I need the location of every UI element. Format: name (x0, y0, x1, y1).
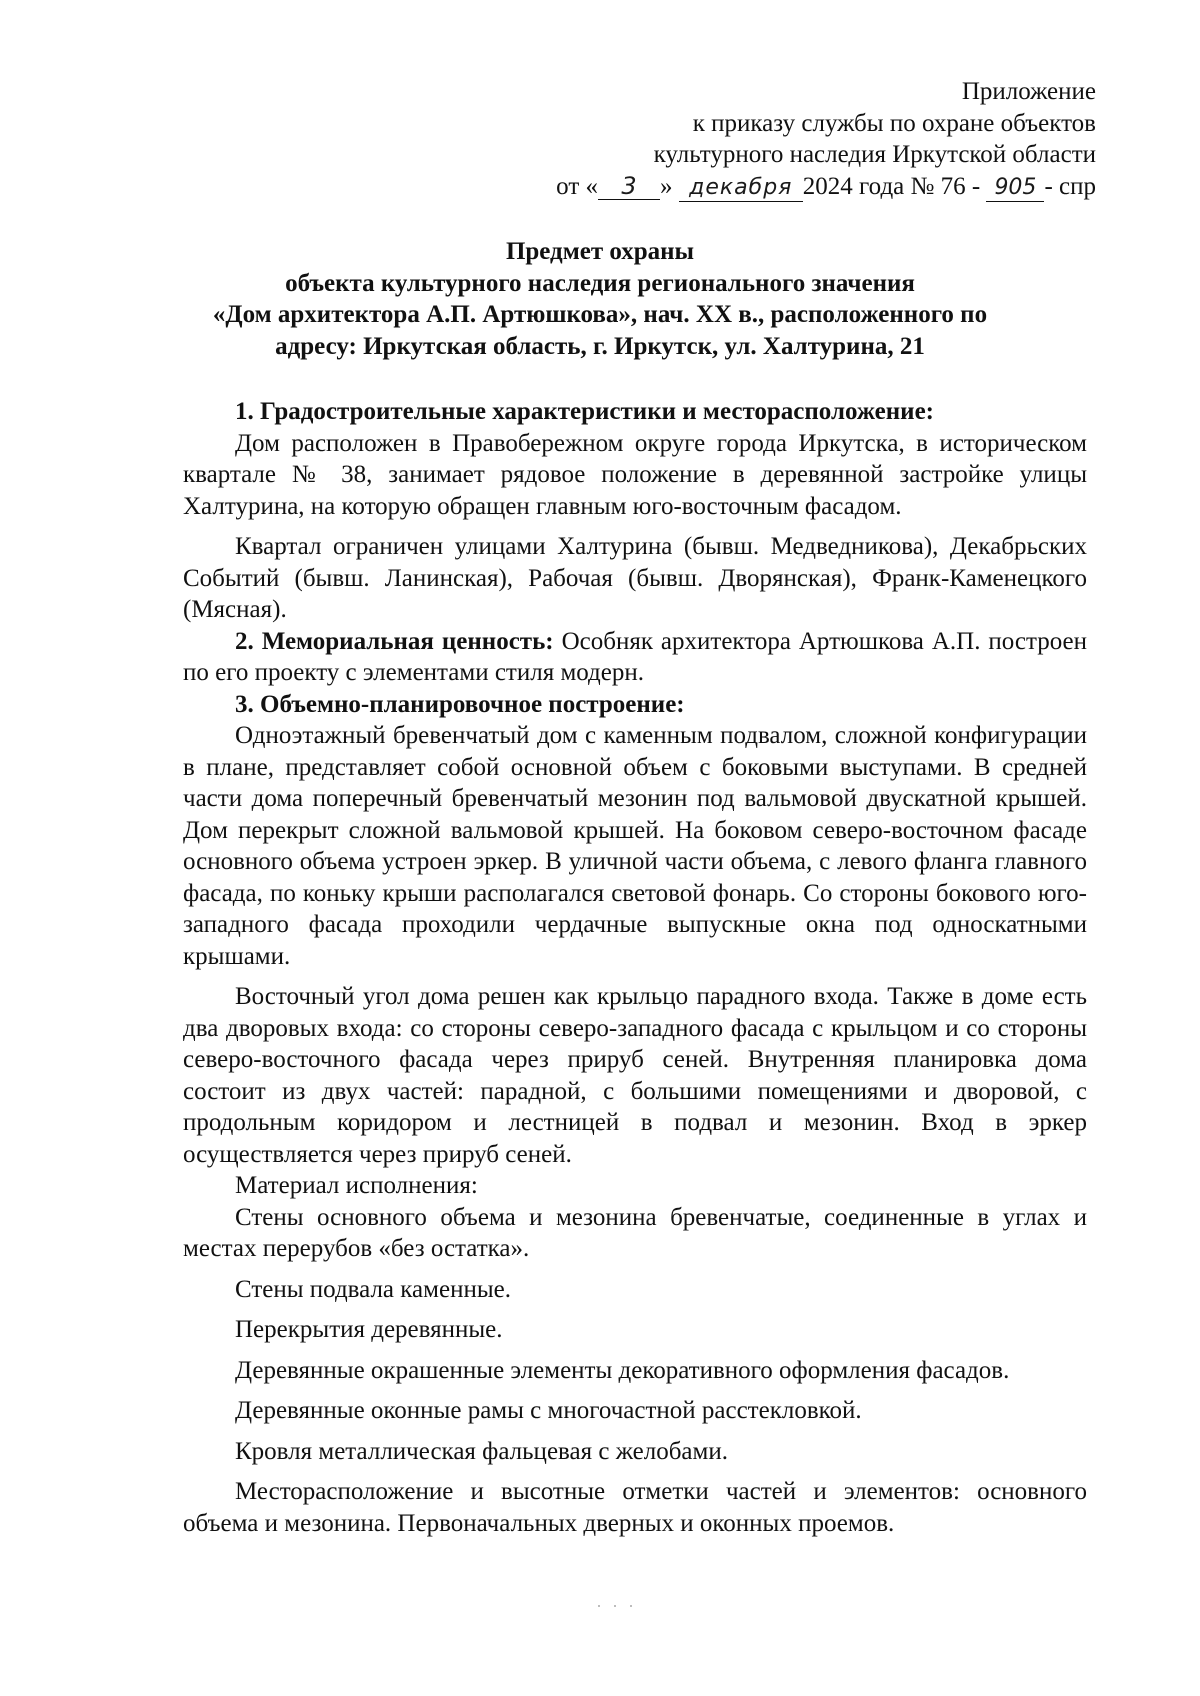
section-3-paragraph-2: Восточный угол дома решен как крыльцо парадного входа. Также в доме есть два дворовых входа: со стороны северо-западного фасада с крыльцом и со стороны северо-восточного фасада через прируб сеней. Внутренняя планировка дома состоит из двух частей: парадной, с большими помещениями и дворовой, с продольным коридором и лестницей в подвал и мезонин. Вход в эркер осуществляется через прируб сеней. (183, 983, 1087, 1168)
number-suffix: - спр (1044, 172, 1096, 200)
appendix-label: Приложение (961, 78, 1096, 105)
title-line-4: адресу: Иркутская область, г. Иркутск, ул. Халтурина, 21 (275, 332, 925, 360)
material-item: Стены подвала каменные. (235, 1275, 511, 1303)
section-2-heading: 2. Мемориальная ценность: (235, 627, 554, 655)
section-1-heading: 1. Градостроительные характеристики и месторасположение: (235, 398, 934, 425)
section-3-heading: 3. Объемно-планировочное построение: (235, 690, 685, 718)
document-title (130, 236, 1070, 362)
material-item: Стены основного объема и мезонина бревенчатые, соединенные в углах и местах перерубов «без остатка». (183, 1203, 1087, 1262)
date-prefix: от « (556, 172, 599, 200)
material-title: Материал исполнения: (235, 1172, 478, 1199)
section-1-paragraph-1: Дом расположен в Правобережном округе города Иркутска, в историческом квартале № 38, занимает рядовое положение в деревянной застройке улицы Халтурина, на которую обращен главным юго-восточным фасадом. (183, 429, 1087, 520)
date-quote-close: » (660, 172, 673, 200)
handwritten-day: 3 (598, 173, 660, 200)
appendix-agency: культурного наследия Иркутской области (653, 141, 1096, 168)
section-1-paragraph-2: Квартал ограничен улицами Халтурина (бывш. Медведникова), Декабрьских Событий (бывш. Ланинская), Рабочая (бывш. Дворянская), Франк-Каменецкого (Мясная). (183, 533, 1087, 623)
material-item: Кровля металлическая фальцевая с желобами. (235, 1437, 728, 1465)
date-year: 2024 года № 76 - (802, 172, 981, 200)
scan-specks (598, 1594, 646, 1612)
title-line-1: Предмет охраны (505, 238, 695, 265)
appendix-header (556, 76, 1096, 202)
title-line-2: объекта культурного наследия регионального значения (285, 269, 915, 297)
material-item: Деревянные оконные рамы с многочастной расстекловкой. (235, 1397, 862, 1424)
section-3-paragraph-1: Одноэтажный бревенчатый дом с каменным подвалом, сложной конфигурации в плане, представляет собой основной объем с боковыми выступами. В средней части дома поперечный бревенчатый мезонин под вальмовой двускатной крышей. Дом перекрыт сложной вальмовой крышей. На боковом северо-восточном фасаде основного объема устроен эркер. В уличной части объема, с левого фланга главного фасада, по коньку крыши располагался световой фонарь. Со стороны бокового юго-западного фасада проходили чердачные выпускные окна под односкатными крышами. (183, 722, 1087, 970)
handwritten-order-number: 905 (986, 175, 1044, 202)
material-item: Деревянные окрашенные элементы декоративного оформления фасадов. (235, 1356, 1010, 1384)
section-2 (183, 626, 1087, 689)
material-item: Перекрытия деревянные. (235, 1316, 503, 1343)
appendix-order-ref: к приказу службы по охране объектов (692, 109, 1096, 137)
section-2-text: Особняк архитектора Артюшкова А.П. построен по его проекту с элементами стиля модерн. (183, 627, 1088, 686)
appendix-date-line (556, 171, 1096, 203)
title-line-3: «Дом архитектора А.П. Артюшкова», нач. XX в., расположенного по (212, 301, 988, 328)
handwritten-month: декабря (679, 175, 803, 202)
document-body (183, 396, 1087, 1539)
section-3-paragraph-3: Месторасположение и высотные отметки частей и элементов: основного объема и мезонина. Первоначальных дверных и оконных проемов. (183, 1478, 1087, 1537)
